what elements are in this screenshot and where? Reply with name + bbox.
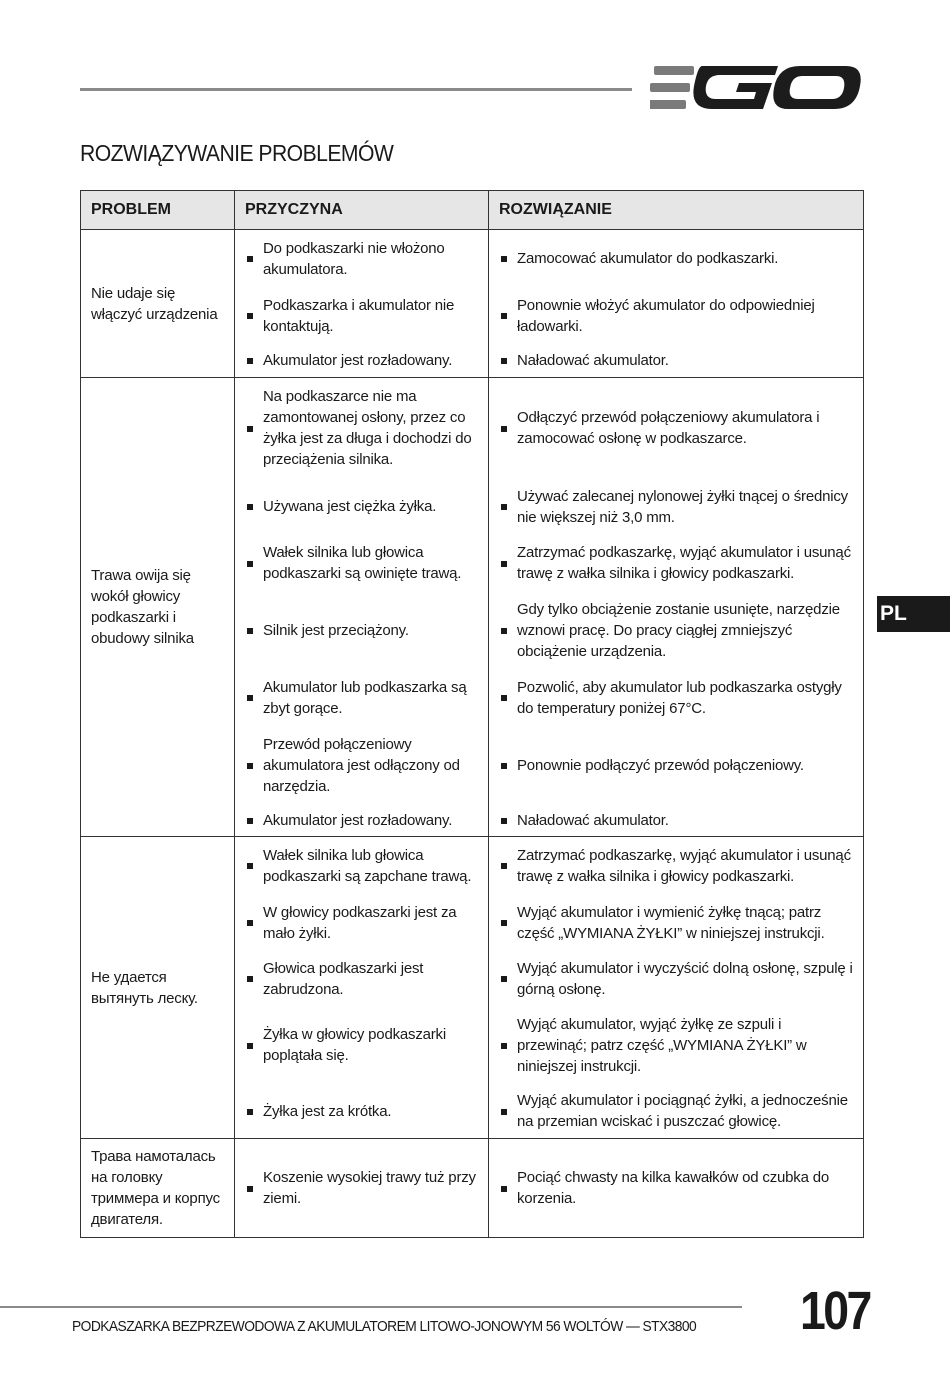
bullet-icon (247, 628, 253, 634)
bullet-icon (247, 920, 253, 926)
solution-item: Zamocować akumulator do podkaszarki. (489, 230, 863, 287)
header-problem: PROBLEM (81, 191, 235, 230)
problem-cell: Трава намоталась на головку триммера и корпус двигателя. (81, 1139, 235, 1238)
cause-item: Akumulator jest rozładowany. (235, 804, 488, 836)
cause-item: Wałek silnika lub głowica podkaszarki są zapchane trawą. (235, 837, 488, 894)
cause-cell (235, 230, 489, 378)
bullet-icon (247, 561, 253, 567)
header-cause: PRZYCZYNA (235, 191, 489, 230)
bullet-icon (501, 976, 507, 982)
solution-item: Używać zalecanej nylonowej żyłki tnącej o średnicy nie większej niż 3,0 mm. (489, 478, 863, 535)
solution-item: Wyjąć akumulator i wymienić żyłkę tnącą; patrz część „WYMIANA ŻYŁKI” w niniejszej instrukcji. (489, 894, 863, 951)
solution-item: Wyjąć akumulator, wyjąć żyłkę ze szpuli i przewinąć; patrz część „WYMIANA ŻYŁKI” w niniejszej instrukcji. (489, 1006, 863, 1084)
cause-item: Akumulator lub podkaszarka są zbyt gorące. (235, 669, 488, 726)
cause-item: Głowica podkaszarki jest zabrudzona. (235, 951, 488, 1006)
troubleshooting-table (80, 190, 864, 1238)
bullet-icon (501, 1186, 507, 1192)
header-rule (80, 88, 632, 91)
solution-item: Odłączyć przewód połączeniowy akumulatora i zamocować osłonę w podkaszarce. (489, 378, 863, 478)
bullet-icon (501, 695, 507, 701)
solution-item: Ponownie włożyć akumulator do odpowiedniej ładowarki. (489, 287, 863, 344)
solution-cell (489, 230, 864, 378)
cause-item: W głowicy podkaszarki jest za mało żyłki. (235, 894, 488, 951)
cause-item: Na podkaszarce nie ma zamontowanej osłony, przez co żyłka jest za długa i dochodzi do przeciążenia silnika. (235, 378, 488, 478)
footer-text: PODKASZARKA BEZPRZEWODOWA Z AKUMULATOREM LITOWO-JONOWYM 56 WOLTÓW — STX3800 (72, 1318, 697, 1335)
bullet-icon (247, 1109, 253, 1115)
cause-item: Przewód połączeniowy akumulatora jest odłączony od narzędzia. (235, 726, 488, 804)
bullet-icon (501, 1109, 507, 1115)
bullet-icon (501, 863, 507, 869)
language-tab: PL (877, 596, 950, 632)
bullet-icon (247, 1186, 253, 1192)
bullet-icon (501, 426, 507, 432)
solution-item: Wyjąć akumulator i pociągnąć żyłki, a jednocześnie na przemian wciskać i puszczać głowicę. (489, 1084, 863, 1138)
bullet-icon (501, 1043, 507, 1049)
cause-item: Podkaszarka i akumulator nie kontaktują. (235, 287, 488, 344)
bullet-icon (501, 313, 507, 319)
problem-cell: Trawa owija się wokół głowicy podkaszarki i obudowy silnika (81, 378, 235, 837)
table-row (81, 230, 864, 378)
bullet-icon (501, 358, 507, 364)
cause-item: Wałek silnika lub głowica podkaszarki są owinięte trawą. (235, 535, 488, 591)
cause-item: Używana jest ciężka żyłka. (235, 478, 488, 535)
ego-logo (650, 62, 862, 114)
bullet-icon (247, 256, 253, 262)
bullet-icon (501, 504, 507, 510)
bullet-icon (247, 426, 253, 432)
problem-cell: Nie udaje się włączyć urządzenia (81, 230, 235, 378)
footer-rule (0, 1306, 742, 1308)
table-header-row (81, 191, 864, 230)
table-row (81, 378, 864, 837)
table-row (81, 1139, 864, 1238)
bullet-icon (247, 763, 253, 769)
bullet-icon (247, 313, 253, 319)
solution-item: Wyjąć akumulator i wyczyścić dolną osłonę, szpulę i górną osłonę. (489, 951, 863, 1006)
bullet-icon (501, 920, 507, 926)
problem-cell: Не удается вытянуть леску. (81, 837, 235, 1139)
solution-item: Ponownie podłączyć przewód połączeniowy. (489, 726, 863, 804)
solution-cell (489, 837, 864, 1139)
solution-cell (489, 378, 864, 837)
solution-item: Pozwolić, aby akumulator lub podkaszarka ostygły do temperatury poniżej 67°C. (489, 669, 863, 726)
bullet-icon (247, 976, 253, 982)
cause-cell (235, 378, 489, 837)
bullet-icon (501, 628, 507, 634)
bullet-icon (247, 1043, 253, 1049)
cause-cell (235, 837, 489, 1139)
page-number: 107 (800, 1281, 870, 1341)
solution-item: Zatrzymać podkaszarkę, wyjąć akumulator i usunąć trawę z wałka silnika i głowicy podkaszarki. (489, 535, 863, 591)
cause-item: Żyłka jest za krótka. (235, 1084, 488, 1138)
bullet-icon (247, 504, 253, 510)
bullet-icon (501, 256, 507, 262)
bullet-icon (247, 695, 253, 701)
bullet-icon (247, 358, 253, 364)
cause-item: Koszenie wysokiej trawy tuż przy ziemi. (235, 1167, 488, 1209)
bullet-icon (501, 763, 507, 769)
page-title: ROZWIĄZYWANIE PROBLEMÓW (80, 140, 394, 166)
solution-item: Naładować akumulator. (489, 804, 863, 836)
solution-item: Pociąć chwasty na kilka kawałków od czubka do korzenia. (489, 1167, 863, 1209)
cause-item: Silnik jest przeciążony. (235, 591, 488, 669)
cause-cell (235, 1139, 489, 1238)
cause-item: Żyłka w głowicy podkaszarki poplątała się. (235, 1006, 488, 1084)
bullet-icon (247, 818, 253, 824)
solution-item: Gdy tylko obciążenie zostanie usunięte, narzędzie wznowi pracę. Do pracy ciągłej zmniejszyć obciążenie urządzenia. (489, 591, 863, 669)
bullet-icon (247, 863, 253, 869)
solution-cell (489, 1139, 864, 1238)
table-row (81, 837, 864, 1139)
cause-item: Akumulator jest rozładowany. (235, 344, 488, 377)
bullet-icon (501, 818, 507, 824)
solution-item: Zatrzymać podkaszarkę, wyjąć akumulator i usunąć trawę z wałka silnika i głowicy podkaszarki. (489, 837, 863, 894)
header-solution: ROZWIĄZANIE (489, 191, 864, 230)
solution-item: Naładować akumulator. (489, 344, 863, 377)
bullet-icon (501, 561, 507, 567)
cause-item: Do podkaszarki nie włożono akumulatora. (235, 230, 488, 287)
